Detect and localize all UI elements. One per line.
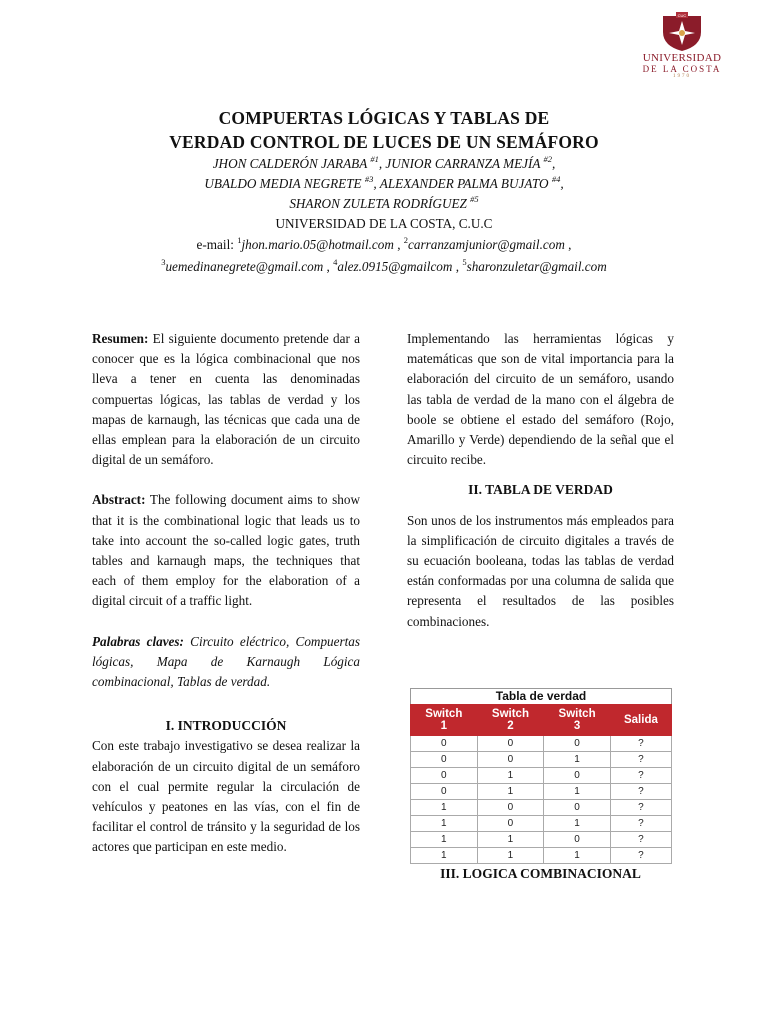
truth-table-row	[411, 752, 672, 768]
author-2: JUNIOR CARRANZA MEJÍA	[385, 156, 544, 171]
truth-table-cell: 0	[544, 768, 611, 784]
right-paragraph-1: Implementando las herramientas lógicas y matemáticas que son de vital importancia para la elaboración del circuito de un semáforo, usando las tabla de verdad de la mano con el álgebra de boole se obtiene el estado del semáforo (Rojo, Amarillo y Verde) dependiendo de la señal que el circuito recibe.	[407, 331, 674, 468]
truth-table-cell: 0	[411, 752, 478, 768]
paper-title-line2: VERDAD CONTROL DE LUCES DE UN SEMÁFORO	[169, 132, 599, 152]
emails-line1: e-mail: $^1$jhon.mario.05@hotmail.com , $^2$carranzamjunior@gmail.com ,	[196, 234, 572, 252]
truth-table-header-cell: Switch 2	[477, 705, 544, 736]
section-3-title: III. LOGICA COMBINACIONAL	[440, 866, 641, 881]
university-logo	[636, 12, 728, 80]
truth-table-cell: 1	[411, 832, 478, 848]
email-5[interactable]: sharonzuletar@gmail.com	[466, 259, 607, 274]
truth-table	[410, 688, 672, 864]
author-2-sup: #2	[543, 153, 553, 164]
truth-table-cell: 1	[477, 784, 544, 800]
truth-table-cell: 0	[544, 736, 611, 752]
abstract-paragraph	[92, 490, 360, 611]
resumen-text: El siguiente documento pretende dar a conocer que es la lógica combinacional que nos lleva a tener en cuenta las denominadas compuertas lógicas, las tablas de verdad y los mapas de karnaugh, las técnicas que cada una de ellas emplean para la elaboración de un circuito digital de un semáforo.	[92, 331, 360, 468]
truth-table-cell: ?	[610, 848, 671, 864]
truth-table-cell: 0	[411, 736, 478, 752]
truth-table-cell: ?	[610, 832, 671, 848]
university-affiliation: UNIVERSIDAD DE LA COSTA, C.U.C	[275, 216, 493, 231]
truth-table-row	[411, 848, 672, 864]
keywords-label: Palabras claves:	[92, 633, 184, 649]
truth-table-header-cell: Switch 1	[411, 705, 478, 736]
right-column	[407, 329, 674, 632]
truth-table-cell: 1	[411, 800, 478, 816]
truth-table-cell: 1	[411, 816, 478, 832]
truth-table-cell: 0	[477, 800, 544, 816]
truth-table-cell: 1	[411, 848, 478, 864]
section-2-title: II. TABLA DE VERDAD	[468, 482, 613, 498]
email-1-num: 1	[237, 234, 242, 245]
email-4-num: 4	[333, 256, 338, 267]
section-1-title: I. INTRODUCCIÓN	[165, 718, 287, 734]
truth-table-cell: ?	[610, 752, 671, 768]
paper-header	[0, 106, 768, 278]
email-1[interactable]: jhon.mario.05@hotmail.com	[241, 237, 394, 252]
truth-table-cell: ?	[610, 768, 671, 784]
truth-table-cell: 1	[544, 848, 611, 864]
truth-table-header-cell: Salida	[610, 705, 671, 736]
truth-table-cell: ?	[610, 784, 671, 800]
truth-table-cell: 0	[544, 832, 611, 848]
truth-table-cell: 1	[544, 784, 611, 800]
author-1: JHON CALDERÓN JARABA	[212, 156, 371, 171]
truth-table-cell: 1	[477, 848, 544, 864]
author-1-sup: #1	[370, 153, 379, 164]
truth-table-cell: 1	[544, 752, 611, 768]
authors-line3	[0, 194, 768, 214]
author-3-sup: #3	[364, 173, 374, 184]
author-4-sup: #4	[551, 173, 561, 184]
truth-table-cell: 0	[477, 816, 544, 832]
authors-line2: UBALDO MEDIA NEGRETE $^{\#3}$, ALEXANDER PALMA BUJATO $^{\#4}$,	[204, 173, 564, 191]
truth-table-header-row	[411, 705, 672, 736]
keywords-paragraph	[92, 632, 360, 693]
resumen-paragraph	[92, 329, 360, 470]
truth-table-header-cell: Switch 3	[544, 705, 611, 736]
abstract-text: The following document aims to show that it is the combinational logic that leads us to take into account the so-called logic gates, truth tables and karnaugh maps, the techniques that each of them employ for the elaboration of a digital circuit of a traffic light.	[92, 492, 360, 609]
author-5: SHARON ZULETA RODRÍGUEZ	[289, 196, 471, 211]
author-5-sup: #5	[470, 193, 479, 204]
email-3[interactable]: uemedinanegrete@gmail.com	[165, 259, 324, 274]
truth-table-row	[411, 816, 672, 832]
truth-table-cell: ?	[610, 816, 671, 832]
truth-table-cell: 0	[411, 768, 478, 784]
email-label: e-mail:	[196, 237, 238, 252]
paper-title-line1: COMPUERTAS LÓGICAS Y TABLAS DE	[218, 108, 550, 128]
truth-table-row	[411, 768, 672, 784]
authors-line1: JHON CALDERÓN JARABA $^{\#1}$, JUNIOR CARRANZA MEJÍA $^{\#2}$,	[212, 153, 556, 171]
truth-table-cell: ?	[610, 736, 671, 752]
logo-badge-text: CUC	[677, 13, 687, 18]
left-column	[92, 329, 360, 858]
shield-icon	[659, 12, 705, 52]
truth-table-body	[411, 736, 672, 864]
email-3-num: 3	[161, 256, 166, 267]
section-1-text: Con este trabajo investigativo se desea realizar la elaboración de un circuito digital de un semáforo con el cual permite regular la circulación de vehículos y peatones en las vías, con el fin de facilitar el control de tránsito y la seguridad de los actores que participan en este medio.	[92, 738, 360, 855]
truth-table-cell: 1	[477, 768, 544, 784]
truth-table-cell: 0	[477, 752, 544, 768]
truth-table-cell: 0	[477, 736, 544, 752]
keywords-text: Circuito eléctrico, Compuertas lógicas, Mapa de Karnaugh Lógica combinacional, Tablas de verdad.	[92, 633, 361, 690]
truth-table-cell: 0	[411, 784, 478, 800]
section-2-text: Son unos de los instrumentos más empleados para la simplificación de circuito digitales a través de su ecuación booleana, todas las tablas de verdad están conformadas por una columna de salida que representa el resultados de las posibles combinaciones.	[407, 512, 674, 629]
truth-table-caption: Tabla de verdad	[410, 688, 672, 704]
truth-table-cell: 1	[477, 832, 544, 848]
truth-table-cell: ?	[610, 800, 671, 816]
logo-line1: UNIVERSIDAD	[642, 52, 722, 64]
resumen-label: Resumen:	[92, 331, 149, 346]
author-4: ALEXANDER PALMA BUJATO	[379, 176, 552, 191]
truth-table-row	[411, 832, 672, 848]
abstract-label: Abstract:	[92, 492, 146, 508]
email-2-num: 2	[403, 234, 409, 245]
truth-table-row	[411, 800, 672, 816]
truth-table-cell: 1	[544, 816, 611, 832]
email-5-num: 5	[462, 256, 467, 267]
truth-table-row	[411, 784, 672, 800]
email-4[interactable]: alez.0915@gmailcom	[337, 259, 453, 274]
email-2[interactable]: carranzamjunior@gmail.com	[408, 237, 565, 252]
emails-line2: $^3$uemedinanegrete@gmail.com , $^4$alez.0915@gmailcom , $^5$sharonzuletar@gmail.com	[161, 256, 607, 274]
truth-table-cell: 0	[544, 800, 611, 816]
logo-line2: DE LA COSTA	[642, 64, 722, 74]
author-3: UBALDO MEDIA NEGRETE	[204, 176, 365, 191]
logo-line3: 1970	[673, 74, 691, 79]
truth-table-row	[411, 736, 672, 752]
